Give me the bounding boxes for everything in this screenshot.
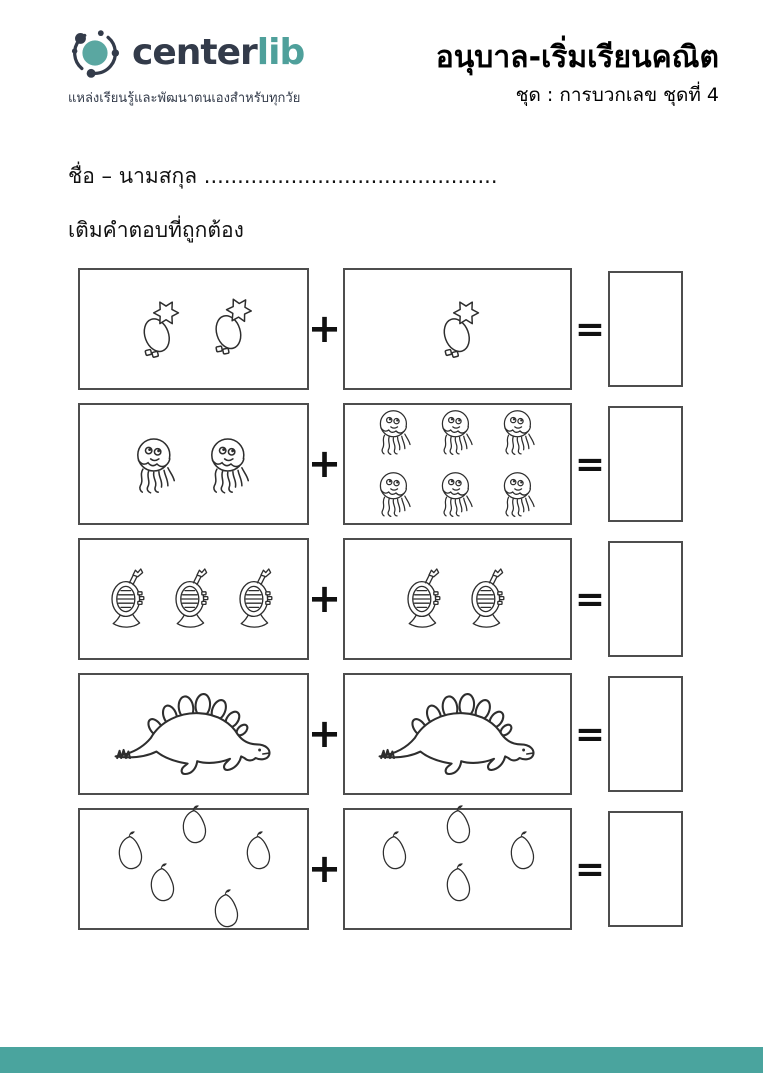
mango-icon	[234, 824, 282, 878]
page-title: อนุบาล-เริ่มเรียนคณิต	[435, 40, 719, 75]
jellyfish-icon	[370, 466, 422, 520]
name-label: ชื่อ – นามสกุล	[68, 164, 198, 188]
jellyfish-icon	[199, 431, 263, 497]
plus-sign: +	[307, 441, 342, 487]
mango-icon	[434, 798, 482, 852]
title-block	[436, 40, 719, 110]
plus-sign: +	[307, 711, 342, 757]
left-operand-box	[78, 673, 309, 795]
jellyfish-icon	[432, 404, 484, 458]
left-operand-box	[78, 268, 309, 390]
answer-box[interactable]	[608, 811, 683, 927]
instruction-text: เติมคำตอบที่ถูกต้อง	[68, 218, 244, 242]
page-subtitle: ชุด : การบวกเลข ชุดที่ 4	[515, 84, 719, 106]
jellyfish-icon	[370, 404, 422, 458]
mango-icon	[498, 824, 546, 878]
logo	[64, 22, 304, 108]
right-items	[345, 270, 570, 388]
pineapple-icon	[127, 291, 189, 367]
plus-sign: +	[307, 576, 342, 622]
right-operand-box	[343, 808, 572, 930]
footer-bar	[0, 1047, 763, 1073]
answer-box[interactable]	[608, 406, 683, 522]
tuba-icon	[463, 562, 517, 636]
name-dots: ............................................	[203, 164, 498, 188]
answer-box[interactable]	[608, 676, 683, 792]
left-operand-box	[78, 808, 309, 930]
left-items	[80, 270, 307, 388]
equals-sign: =	[574, 713, 606, 755]
logo-wordmark	[132, 32, 305, 73]
left-items	[80, 675, 307, 793]
answer-box[interactable]	[608, 541, 683, 657]
right-items	[345, 675, 570, 793]
left-operand-box	[78, 403, 309, 525]
problem-row-mango	[0, 808, 763, 930]
stegosaurus-icon	[103, 686, 285, 782]
problem-row-stegosaurus	[0, 673, 763, 795]
jellyfish-icon	[494, 466, 546, 520]
plus-sign: +	[307, 846, 342, 892]
problem-row-jellyfish	[0, 403, 763, 525]
jellyfish-icon	[125, 431, 189, 497]
jellyfish-icon	[432, 466, 484, 520]
logo-text-secondary: lib	[256, 32, 305, 73]
stegosaurus-icon	[367, 686, 549, 782]
jellyfish-icon	[494, 404, 546, 458]
right-operand-box	[343, 403, 572, 525]
right-operand-box	[343, 538, 572, 660]
centerlib-logo-icon	[64, 22, 126, 84]
equals-sign: =	[574, 308, 606, 350]
right-operand-box	[343, 673, 572, 795]
pineapple-icon	[197, 286, 263, 365]
tuba-icon	[103, 562, 157, 636]
pineapple-icon	[427, 291, 489, 367]
mango-icon	[170, 798, 218, 852]
problems	[0, 268, 763, 943]
right-items	[345, 405, 570, 523]
right-items	[345, 810, 570, 928]
tuba-icon	[231, 562, 285, 636]
mango-icon	[434, 856, 482, 910]
problem-row-tuba	[0, 538, 763, 660]
equals-sign: =	[574, 848, 606, 890]
right-items	[345, 540, 570, 658]
logo-text-primary: center	[132, 32, 257, 73]
mango-icon	[202, 882, 250, 936]
mango-icon	[370, 824, 418, 878]
mango-icon	[138, 856, 186, 910]
equals-sign: =	[574, 443, 606, 485]
tuba-icon	[167, 562, 221, 636]
left-items	[80, 540, 307, 658]
logo-tagline: แหล่งเรียนรู้และพัฒนาตนเองสำหรับทุกวัย	[68, 91, 301, 106]
plus-sign: +	[307, 306, 342, 352]
left-items	[80, 810, 307, 928]
right-operand-box	[343, 268, 572, 390]
problem-row-pineapple	[0, 268, 763, 390]
equals-sign: =	[574, 578, 606, 620]
left-items	[80, 405, 307, 523]
name-line	[68, 160, 498, 193]
left-operand-box	[78, 538, 309, 660]
answer-box[interactable]	[608, 271, 683, 387]
tuba-icon	[399, 562, 453, 636]
